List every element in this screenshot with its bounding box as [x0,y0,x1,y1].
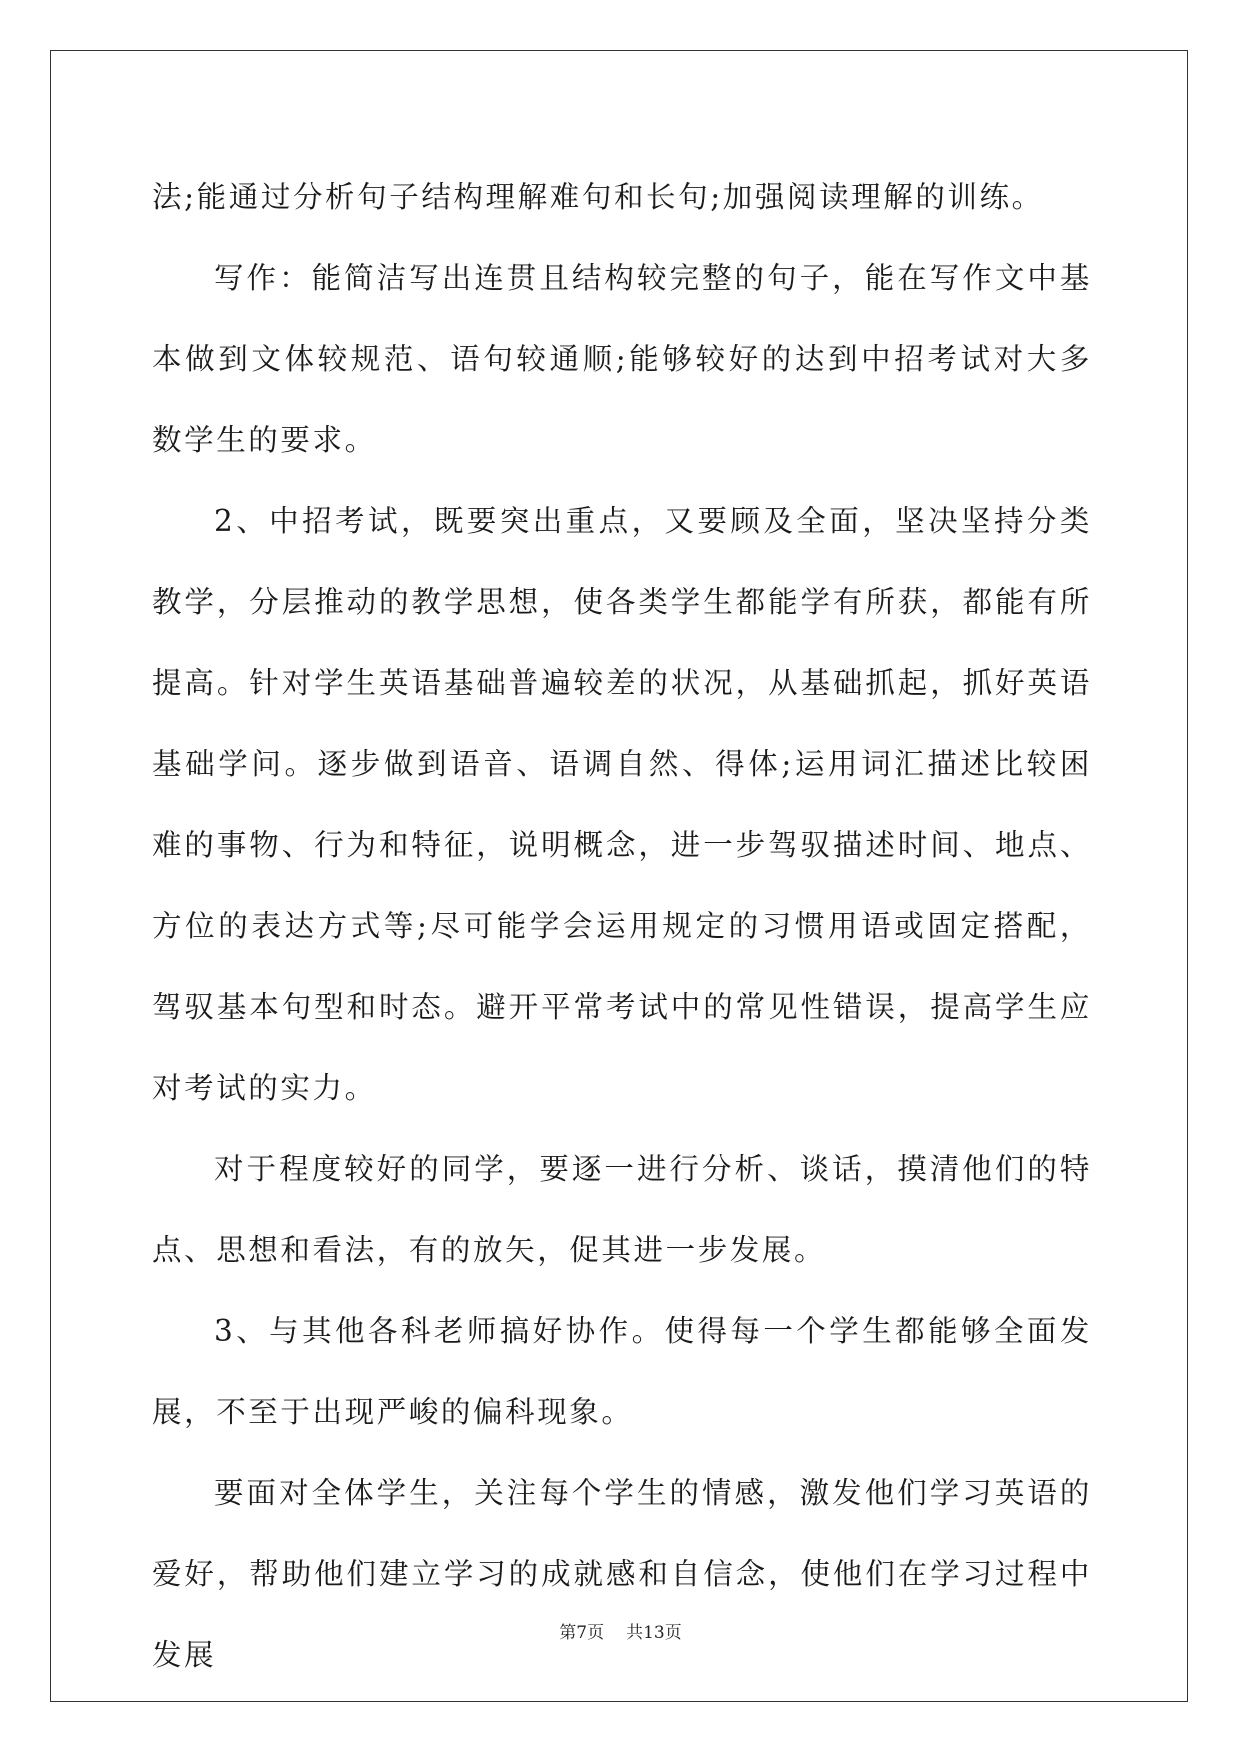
paragraph-exam-strategy: 2、中招考试，既要突出重点，又要顾及全面，坚决坚持分类教学，分层推动的教学思想，使各类学生都能学有所获，都能有所提高。针对学生英语基础普遍较差的状况，从基础抓起，抓好英语基础学问。逐步做到语音、语调自然、得体;运用词汇描述比较困难的事物、行为和特征，说明概念，进一步驾驭描述时间、地点、方位的表达方式等;尽可能学会运用规定的习惯用语或固定搭配，驾驭基本句型和时态。避开平常考试中的常见性错误，提高学生应对考试的实力。 [152,504,1092,1105]
page-footer [0,1618,1241,1643]
paragraph-teacher-cooperation: 3、与其他各科老师搞好协作。使得每一个学生都能够全面发展，不至于出现严峻的偏科现象。 [152,1314,1092,1429]
paragraph-reading-continuation: 法;能通过分析句子结构理解难句和长句;加强阅读理解的训练。 [152,180,1044,214]
page-total: 共13页 [626,1623,682,1643]
page-number: 第7页 [559,1623,605,1643]
paragraph-all-students: 要面对全体学生，关注每个学生的情感，激发他们学习英语的爱好，帮助他们建立学习的成就感和自信念，使他们在学习过程中发展 [152,1476,1092,1672]
document-body [152,157,1092,1696]
paragraph-advanced-students: 对于程度较好的同学，要逐一进行分析、谈话，摸清他们的特点、思想和看法，有的放矢，促其进一步发展。 [152,1152,1092,1267]
paragraph-writing: 写作：能简洁写出连贯且结构较完整的句子，能在写作文中基本做到文体较规范、语句较通顺;能够较好的达到中招考试对大多数学生的要求。 [152,261,1092,457]
